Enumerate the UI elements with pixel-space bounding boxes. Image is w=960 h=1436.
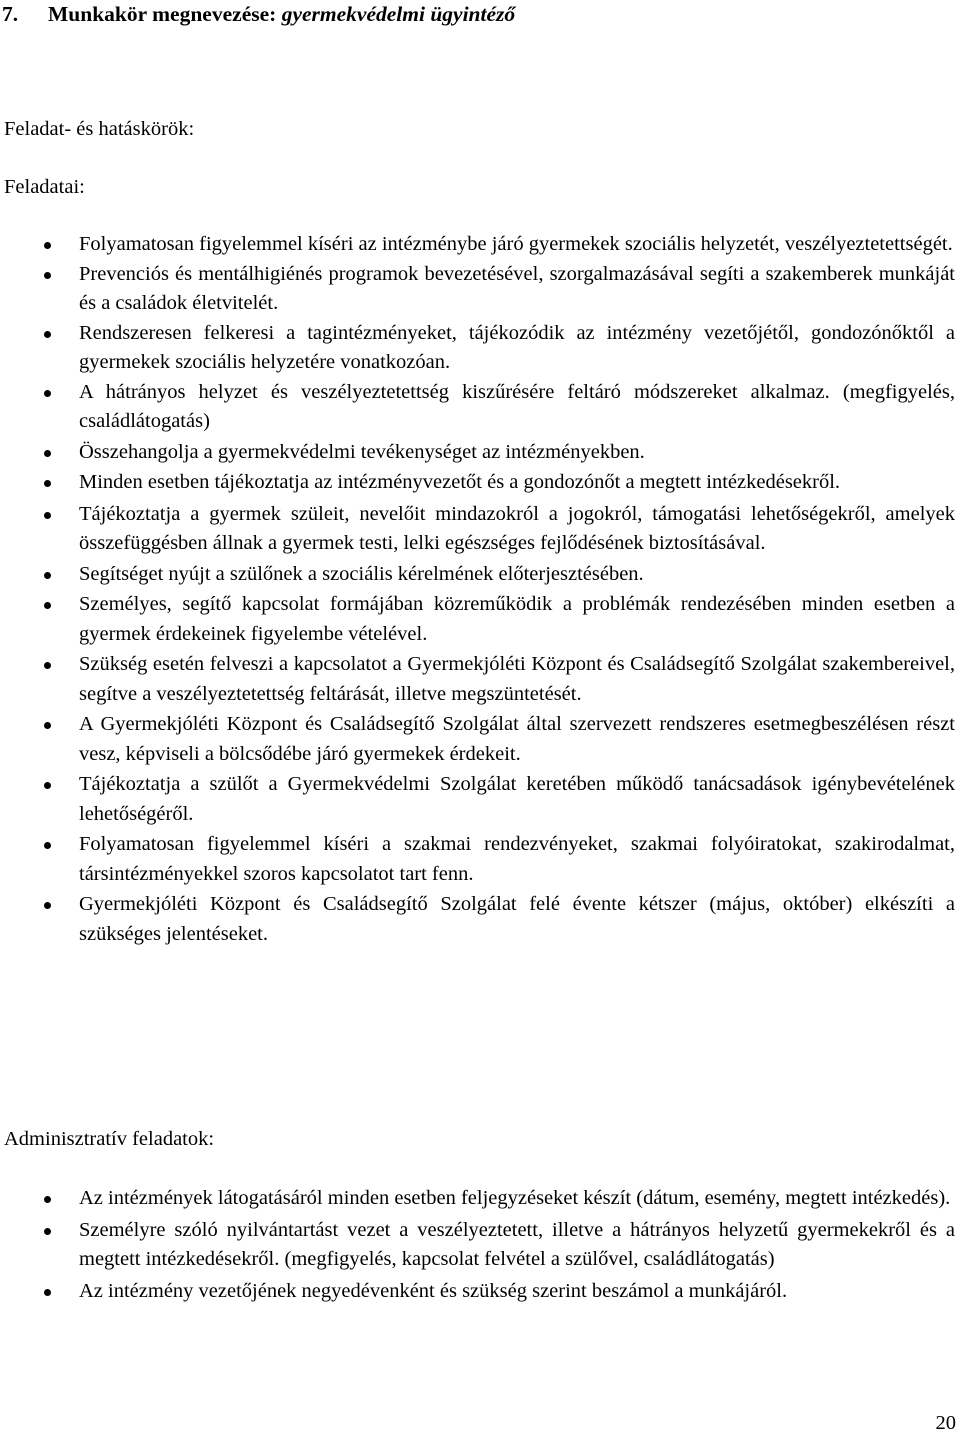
bullet-icon [44,662,51,669]
task-text: Tájékoztatja a szülőt a Gyermekvédelmi Szolgálat keretében működő tanácsadások igénybevételének lehetőségéről. [79,773,955,825]
task-list [0,230,955,949]
list-item [0,378,955,437]
bullet-icon [44,902,51,909]
task-text: Szükség esetén felveszi a kapcsolatot a Gyermekjóléti Központ és Családsegítő Szolgálat szakembereivel, segítve a veszélyeztetettség feltárását, illetve megszüntetését. [79,653,955,705]
bullet-icon [44,242,51,249]
list-item [0,468,955,498]
list-item [0,500,955,559]
admin-task-text: Az intézmények látogatásáról minden esetben feljegyzéseket készít (dátum, esemény, megtett intézkedés). [79,1187,951,1209]
page-number: 20 [935,1412,956,1434]
list-item [0,710,955,769]
task-text: Összehangolja a gyermekvédelmi tevékenységet az intézményekben. [79,440,645,463]
task-text: Tájékoztatja a gyermek szüleit, nevelőit mindazokról a jogokról, támogatási lehetőségekről, amelyek összefüggésben állnak a gyermek testi, lelki egészséges fejlődésének biztosításával. [79,502,955,554]
section-label-feladatai: Feladatai: [4,176,85,198]
list-item [0,1277,955,1307]
task-text: Folyamatosan figyelemmel kíséri a szakmai rendezvényeket, szakmai folyóiratokat, szakirodalmat, társintézményekkel szoros kapcsolatot tart fenn. [79,833,955,885]
bullet-icon [44,272,51,279]
bullet-icon [44,512,51,519]
admin-task-list [0,1184,955,1306]
job-title-heading [2,0,515,28]
task-text: Folyamatosan figyelemmel kíséri az intézménybe járó gyermekek szociális helyzetét, veszélyeztetettségét. [79,233,953,255]
bullet-icon [44,1228,51,1235]
section-label-admin: Adminisztratív feladatok: [4,1128,215,1150]
admin-task-text: Az intézmény vezetőjének negyedévenként és szükség szerint beszámol a munkájáról. [79,1279,788,1302]
heading-job-name: gyermekvédelmi ügyintéző [281,2,516,26]
heading-number: 7. [2,2,19,26]
heading-label: Munkakör megnevezése: [48,2,282,26]
task-text: A hátrányos helyzet és veszélyeztetettség kiszűrésére feltáró módszereket alkalmaz. (megfigyelés, családlátogatás) [79,380,955,432]
list-item [0,230,955,260]
bullet-icon [44,480,51,487]
list-item [0,260,955,319]
list-item [0,830,955,889]
task-text: Rendszeresen felkeresi a tagintézményeket, tájékozódik az intézmény vezetőjétől, gondozónőktől a gyermekek szociális helyzetére vonatkozóan. [79,321,955,373]
list-item [0,770,955,829]
task-text: Gyermekjóléti Központ és Családsegítő Szolgálat felé évente kétszer (május, október) elkészíti a szükséges jelentéseket. [79,893,955,945]
list-item [0,1184,955,1214]
list-item [0,650,955,709]
bullet-icon [44,331,51,338]
list-item [0,590,955,649]
list-item [0,890,955,949]
bullet-icon [44,450,51,457]
task-text: Minden esetben tájékoztatja az intézményvezetőt és a gondozónőt a megtett intézkedésekről. [79,471,841,493]
list-item [0,319,955,378]
task-text: Személyes, segítő kapcsolat formájában közreműködik a problémák rendezésében minden esetben a gyermek érdekeinek figyelembe vételével. [79,593,955,645]
bullet-icon [44,782,51,789]
bullet-icon [44,1196,51,1203]
bullet-icon [44,842,51,849]
list-item [0,1216,955,1275]
list-item [0,438,955,468]
bullet-icon [44,602,51,609]
bullet-icon [44,390,51,397]
task-text: Prevenciós és mentálhigiénés programok bevezetésével, szorgalmazásával segíti a szakemberek munkáját és a családok életvitelét. [79,262,955,314]
list-item [0,560,955,590]
bullet-icon [44,572,51,579]
bullet-icon [44,1289,51,1296]
admin-task-text: Személyre szóló nyilvántartást vezet a veszélyeztetett, illetve a hátrányos helyzetű gyermekekről és a megtett intézkedésekről. (megfigyelés, kapcsolat felvétel a szülővel, családlátogatás) [79,1218,955,1270]
bullet-icon [44,722,51,729]
task-text: A Gyermekjóléti Központ és Családsegítő Szolgálat által szervezett rendszeres esetmegbeszélésen részt vesz, képviseli a bölcsődébe járó gyermekek érdekeit. [79,713,955,765]
section-label-feladat-hataskorok: Feladat- és hatáskörök: [4,118,195,140]
task-text: Segítséget nyújt a szülőnek a szociális kérelmének előterjesztésében. [79,562,644,585]
